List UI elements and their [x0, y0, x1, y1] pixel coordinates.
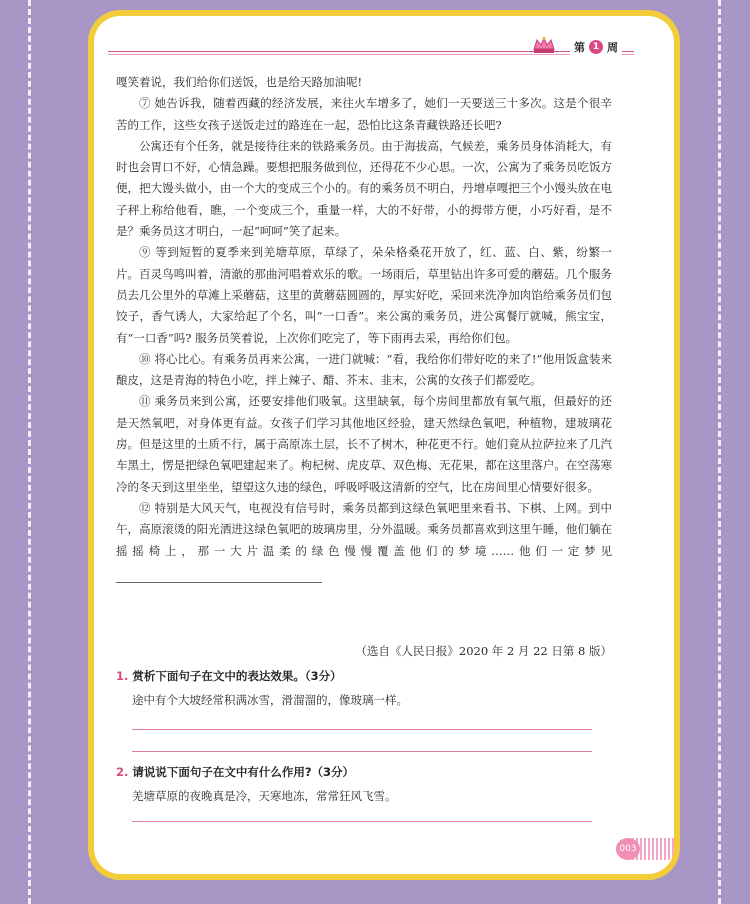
page-number: 003: [616, 838, 640, 860]
question-number: 1.: [116, 669, 129, 683]
paragraph-with-blank: [116, 498, 612, 583]
paragraph-text: ⑫ 特别是大风天气，电视没有信号时，乘务员都到这绿色氧吧里来看书、下棋、上网。到中午，高原滚烫的阳光洒进这绿色氧吧的玻璃房里，分外温暖。乘务员都喜欢到这里午睡，他们躺在摇摇椅上，那一大片温柔的绿色慢慢覆盖他们的梦境……他们一定梦见: [116, 500, 612, 558]
paragraph: ⑨ 等到短暂的夏季来到羌塘草原，草绿了，朵朵格桑花开放了，红、蓝、白、紫，纷繁一片。百灵鸟鸣叫着，清澈的那曲河唱着欢乐的歌。一场雨后，草里钻出许多可爱的蘑菇。几个服务员去几公里外的草滩上采蘑菇，这里的黄蘑菇圆圆的，厚实好吃，采回来洗净加肉馅给乘务员们包饺子，香气诱人，大家给起了个名，叫“一口香”。来公寓的乘务员，进公寓餐厅就喊，熊宝宝，有“一口香”吗? 服务员笑着说，上次你们吃完了，等下雨再去采，再给你们包。: [116, 245, 612, 345]
source-citation: （选自《人民日报》2020 年 2 月 22 日第 8 版）: [355, 644, 612, 658]
right-stitch-decoration: [718, 0, 721, 904]
paragraph: ⑪ 乘务员来到公寓，还要安排他们吸氧。这里缺氧，每个房间里都放有氧气瓶，但最好的还是天然氧吧，对身体更有益。女孩子们学习其他地区经验，建天然绿色氧吧，种植物，建玻璃花房。但是这里的土质不行，属于高原冻土层，长不了树木，种花更不行。她们竟从拉萨拉来了几汽车黑土，愣是把绿色氧吧建起来了。枸杞树、虎皮草、双色梅、无花果，都在这里落户。在空荡寒冷的冬天到这里坐坐，望望这久违的绿色，呼吸呼吸这清新的空气，比在房间里心情要好很多。: [116, 394, 612, 494]
page-number-badge: [616, 838, 674, 860]
left-stitch-decoration: [28, 0, 31, 904]
answer-line[interactable]: [132, 729, 592, 730]
question-2: [116, 764, 612, 780]
question-prompt: 请说说下面句子在文中有什么作用?（3分）: [132, 765, 355, 779]
question-prompt: 赏析下面句子在文中的表达效果。（3分）: [132, 669, 342, 683]
week-suffix: 周: [607, 41, 618, 54]
week-label: [570, 39, 622, 55]
answer-line[interactable]: [132, 751, 592, 752]
week-prefix: 第: [574, 41, 585, 54]
paragraph: 嘎笑着说，我们给你们送饭，也是给天路加油呢!: [116, 75, 363, 89]
paragraph: 公寓还有个任务，就是接待往来的铁路乘务员。由于海拔高，气候差，乘务员身体消耗大，有时也会胃口不好，心情急躁。要想把服务做到位，还得花不少心思。一次，公寓为了乘务员吃饭方便，把大馒头做小，由一个大的变成三个小的。有的乘务员不明白，丹增卓嘎把三个小馒头放在电子秤上称给他看，瞧，一个变成三个，重量一样，大的不好带，小的拇带方便，小巧好看，是不是？乘务员这才明白，一起“呵呵”笑了起来。: [116, 138, 612, 239]
answer-line[interactable]: [132, 821, 592, 822]
article-body: [116, 72, 612, 583]
question-2-sentence: 羌塘草原的夜晚真是冷，天寒地冻，常常狂风飞雪。: [132, 789, 397, 803]
question-1-sentence: 途中有个大坡经常积满冰雪，滑溜溜的，像玻璃一样。: [132, 693, 408, 707]
question-number: 2.: [116, 765, 129, 779]
fill-in-blank[interactable]: [116, 568, 322, 583]
worksheet-page: [94, 16, 674, 874]
crown-icon: [532, 35, 556, 55]
paragraph: ⑩ 将心比心。有乘务员再来公寓，一进门就喊：“看，我给你们带好吃的来了!”他用饭盒装来酿皮，这是青海的特色小吃，拌上辣子、醋、芥末、韭末，公寓的女孩子们都爱吃。: [116, 351, 612, 388]
question-1: [116, 668, 612, 684]
paragraph: ⑦ 她告诉我，随着西藏的经济发展，来往火车增多了，她们一天要送三十多次。这是个很辛苦的工作，这些女孩子送饭走过的路连在一起，恐怕比这条青藏铁路还长吧?: [116, 96, 612, 132]
week-number-badge: 1: [589, 40, 603, 54]
